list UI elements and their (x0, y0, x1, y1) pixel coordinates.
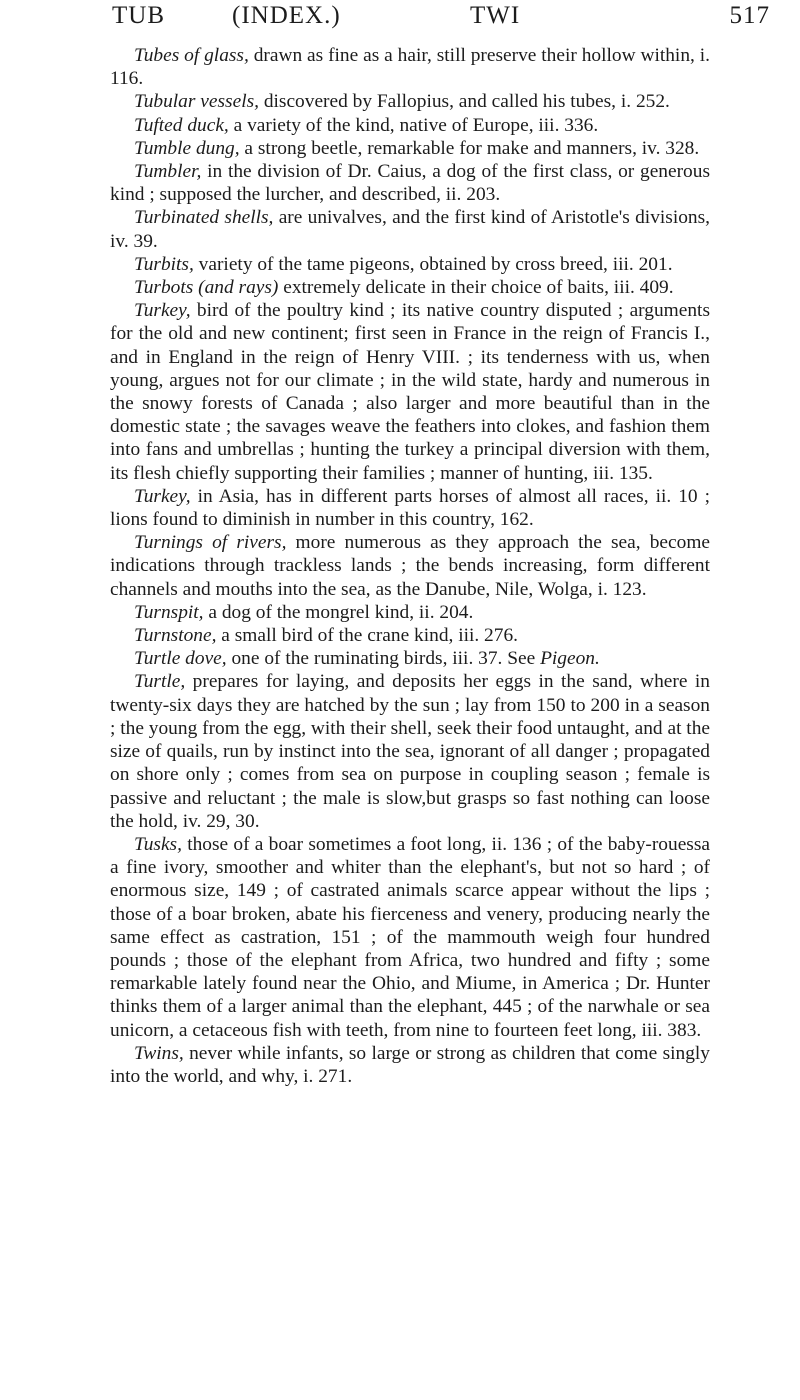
entry-text: discovered by Fallopius, and called his tubes, i. 252. (258, 91, 670, 113)
entry-text: are univalves, and the first kind of Aristotle's divisions, iv. 39. (110, 207, 710, 252)
entry-term: Tubes of glass, (134, 45, 249, 66)
header-left-guide-word: TUB (112, 2, 165, 29)
index-entry (110, 206, 710, 252)
entry-term: Turnspit, (134, 601, 204, 623)
entry-text: in Asia, has in different parts horses of almost all races, ii. 10 ; lions found to diminish in number in this country, 162. (110, 485, 710, 531)
entry-text: one of the ruminating birds, iii. 37. See (226, 648, 541, 670)
entry-text: never while infants, so large or strong as children that come singly into the world, and why, i. 271. (110, 1042, 710, 1087)
page-number: 517 (729, 2, 770, 29)
entry-term: Tumbler, (134, 161, 202, 183)
entry-term: Turtle, (134, 671, 186, 693)
running-header (112, 2, 770, 36)
entry-text: variety of the tame pigeons, obtained by cross breed, iii. 201. (193, 253, 673, 275)
entry-term: Turnings of rivers, (134, 532, 287, 554)
index-entry (110, 276, 710, 299)
index-entry (110, 833, 710, 1042)
entry-term: Tufted duck, (134, 114, 229, 136)
index-entry (110, 253, 710, 276)
entry-see-reference: Pigeon. (540, 648, 600, 670)
index-entry (110, 531, 710, 601)
header-center-title: (INDEX.) (232, 2, 341, 29)
entry-text: prepares for laying, and deposits her eggs in the sand, where in twenty-six days they are hatched by the sun ; lay from 150 to 200 in a season ; the young from the egg, with their shell, seek their food untaught, and at the size of quails, run by instinct into the sea, ignorant of all danger ; propagated on shore only ; comes from sea on purpose in coupling season ; female is passive and reluctant ; the male is slow,but grasps so fast nothing can loose the hold, iv. 29, 30. (110, 671, 710, 832)
index-entry (110, 601, 710, 624)
index-entry (110, 670, 710, 832)
entry-text: a small bird of the crane kind, iii. 276. (216, 625, 518, 647)
entry-term: Turkey, (134, 485, 191, 507)
entry-term: Tubular vessels, (134, 91, 259, 113)
entry-term: Twins, (134, 1042, 184, 1064)
index-entry (110, 299, 710, 485)
index-entry (110, 647, 710, 670)
entry-term: Tusks, (134, 833, 182, 855)
entry-text: a variety of the kind, native of Europe, iii. 336. (228, 114, 599, 136)
entry-text: more numerous as they approach the sea, become indications through trackless lands ; the bends increasing, form different channels and mouths into the sea, as the Danube, Nile, Wolga, i. 123. (110, 532, 711, 600)
index-entries (110, 44, 710, 1088)
index-entry (110, 114, 710, 137)
entry-text: extremely delicate in their choice of baits, iii. 409. (278, 277, 674, 299)
header-right-guide-word: TWI (470, 2, 521, 29)
index-entry (110, 624, 710, 647)
entry-term: Turbits, (134, 253, 194, 275)
entry-text: drawn as fine as a hair, still preserve their hollow within, i. 116. (110, 45, 710, 90)
index-entry (110, 90, 710, 113)
entry-text: a strong beetle, remarkable for make and manners, iv. 328. (239, 137, 700, 159)
entry-text: those of a boar sometimes a foot long, ii. 136 ; of the baby-rouessa a fine ivory, smoother and whiter than the elephant's, but not so hard ; of enormous size, 149 ; of castrated animals scarce appear without the lips ; those of a boar broken, abate his fierceness and venery, producing nearly the same effect as castration, 151 ; of the mammouth weigh four hundred pounds ; those of the elephant from Africa, two hundred and fifty ; some remarkable lately found near the Ohio, and Miume, in America ; Dr. Hunter thinks them of a larger animal than the elephant, 445 ; of the narwhale or sea unicorn, a cetaceous fish with teeth, from nine to fourteen feet long, iii. 383. (110, 833, 710, 1041)
entry-term: Turkey, (134, 300, 191, 322)
index-entry (110, 485, 710, 531)
index-entry (110, 44, 710, 90)
entry-term: Turnstone, (134, 625, 217, 647)
index-entry (110, 1042, 710, 1088)
entry-term: Turtle dove, (134, 648, 227, 670)
index-entry (110, 137, 710, 160)
entry-term: Tumble dung, (134, 137, 240, 159)
index-entry (110, 160, 710, 206)
entry-term: Turbinated shells, (134, 207, 274, 229)
entry-text: in the division of Dr. Caius, a dog of the first class, or generous kind ; supposed the lurcher, and described, ii. 203. (110, 161, 710, 206)
entry-term: Turbots (and rays) (134, 277, 279, 299)
entry-text: a dog of the mongrel kind, ii. 204. (203, 601, 474, 623)
entry-text: bird of the poultry kind ; its native country disputed ; arguments for the old and new continent; first seen in France in the reign of Francis I., and in England in the reign of Henry VIII. ; its tenderness with us, when young, argues not for our climate ; in the wild state, hardy and numerous in the snowy forests of Canada ; also larger and more beautiful than in the domestic state ; the savages weave the feathers into clokes, and fashion them into fans and umbrellas ; hunting the turkey a principal diversion with them, its flesh chiefly supporting their families ; manner of hunting, iii. 135. (110, 300, 710, 484)
